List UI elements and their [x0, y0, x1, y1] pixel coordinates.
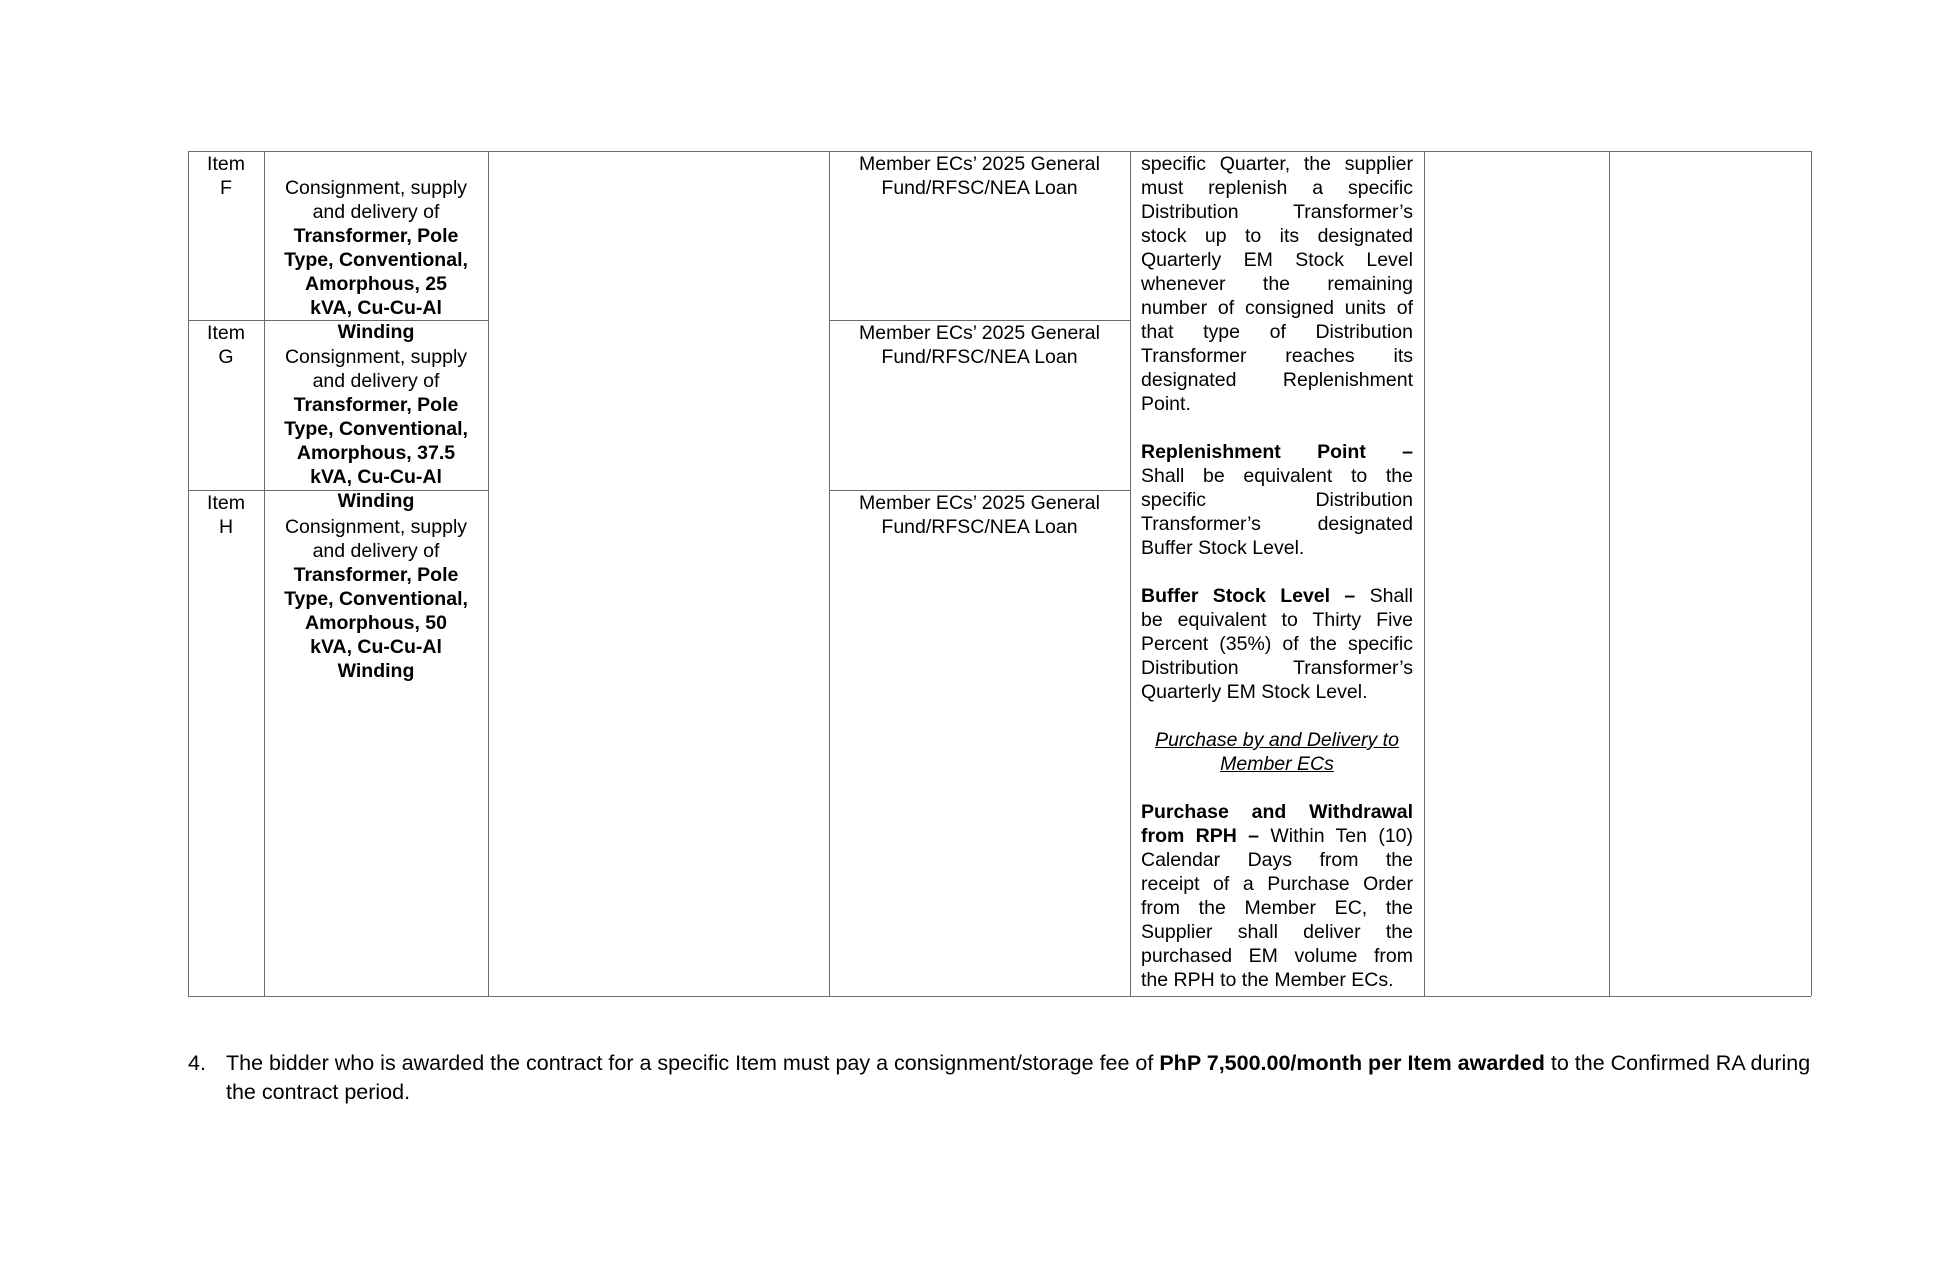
- table-col-line: [188, 151, 189, 996]
- terms-line: Quarterly EM Stock Level: [1141, 249, 1413, 271]
- description-bold: Transformer, Pole Type, Conventional, Amorphous, 50 kVA, Cu-Cu-Al Winding: [284, 564, 468, 682]
- terms-line: designated Replenishment: [1141, 369, 1413, 391]
- terms-spacer: [1141, 776, 1413, 800]
- item-description: [264, 152, 488, 344]
- description-intro: Consignment, supply and delivery of: [284, 516, 468, 562]
- terms-line: Distribution Transformer’s: [1141, 657, 1413, 679]
- description-intro: Consignment, supply and delivery of: [284, 346, 468, 392]
- fund-source: Member ECs’ 2025 General Fund/RFSC/NEA Loan: [859, 492, 1100, 538]
- terms-line: Point.: [1141, 393, 1191, 415]
- table-col-line: [1609, 151, 1610, 996]
- purchase-subheading: Member ECs: [1220, 753, 1334, 775]
- terms-line: must replenish a specific: [1141, 177, 1413, 199]
- table-col-line: [1130, 151, 1131, 996]
- terms-line: Distribution Transformer’s: [1141, 201, 1413, 223]
- terms-line: whenever the remaining: [1141, 273, 1413, 295]
- item-number: Item H: [207, 492, 245, 538]
- terms-line: Transformer reaches its: [1141, 345, 1413, 367]
- terms-line: that type of Distribution: [1141, 321, 1413, 343]
- terms-spacer: [1141, 704, 1413, 728]
- table-col-line: [1424, 151, 1425, 996]
- item-description: [264, 321, 488, 513]
- terms-line: Percent (35%) of the specific: [1141, 633, 1413, 655]
- table-bottom-border: [188, 996, 1811, 997]
- table-col-line: [488, 151, 489, 996]
- fund-source: Member ECs’ 2025 General Fund/RFSC/NEA Loan: [859, 322, 1100, 368]
- fee-amount: PhP 7,500.00/month per Item awarded: [1159, 1051, 1545, 1075]
- terms-line: receipt of a Purchase Order: [1141, 873, 1413, 895]
- buffer-term: Buffer Stock Level – Shall: [1141, 585, 1414, 607]
- terms-line: specific Distribution: [1141, 489, 1413, 511]
- terms-spacer: [1141, 416, 1413, 440]
- terms-line: the RPH to the Member ECs.: [1141, 969, 1394, 991]
- terms-line: Calendar Days from the: [1141, 849, 1413, 871]
- terms-spacer: [1141, 560, 1413, 584]
- description-bold: Transformer, Pole Type, Conventional, Amorphous, 37.5 kVA, Cu-Cu-Al Winding: [284, 394, 468, 512]
- replenishment-term: Replenishment Point –: [1141, 441, 1413, 463]
- note-number: 4.: [188, 1051, 206, 1075]
- terms-line: Shall be equivalent to the: [1141, 465, 1413, 487]
- table-col-line: [829, 151, 830, 996]
- table-col-line: [1811, 151, 1812, 996]
- consignment-fee-note: [188, 1049, 1811, 1107]
- withdrawal-term: Purchase and Withdrawal: [1141, 801, 1413, 823]
- terms-line: Quarterly EM Stock Level.: [1141, 681, 1368, 703]
- terms-line: number of consigned units of: [1141, 297, 1413, 319]
- withdrawal-term: from RPH – Within Ten (10): [1141, 825, 1413, 847]
- item-number: Item G: [207, 322, 245, 368]
- delivery-terms-cell: [1141, 152, 1413, 992]
- terms-line: be equivalent to Thirty Five: [1141, 609, 1413, 631]
- terms-line: purchased EM volume from: [1141, 945, 1413, 967]
- description-intro: Consignment, supply and delivery of: [284, 177, 468, 223]
- item-number: Item F: [207, 153, 245, 199]
- item-description: [264, 491, 488, 683]
- terms-line: Transformer’s designated: [1141, 513, 1413, 535]
- terms-line: Supplier shall deliver the: [1141, 921, 1413, 943]
- terms-line: specific Quarter, the supplier: [1141, 153, 1413, 175]
- terms-line: from the Member EC, the: [1141, 897, 1413, 919]
- purchase-subheading: Purchase by and Delivery to: [1155, 729, 1399, 751]
- terms-line: Buffer Stock Level.: [1141, 537, 1305, 559]
- requirements-table: [188, 151, 1811, 996]
- fund-source: Member ECs’ 2025 General Fund/RFSC/NEA Loan: [859, 153, 1100, 199]
- description-bold: Transformer, Pole Type, Conventional, Amorphous, 25 kVA, Cu-Cu-Al Winding: [284, 225, 468, 343]
- terms-line: stock up to its designated: [1141, 225, 1413, 247]
- note-text: The bidder who is awarded the contract for a specific Item must pay a consignment/storage fee of PhP 7,500.00/month per Item awarded to the Confirmed RA during the contract period.: [226, 1051, 1811, 1104]
